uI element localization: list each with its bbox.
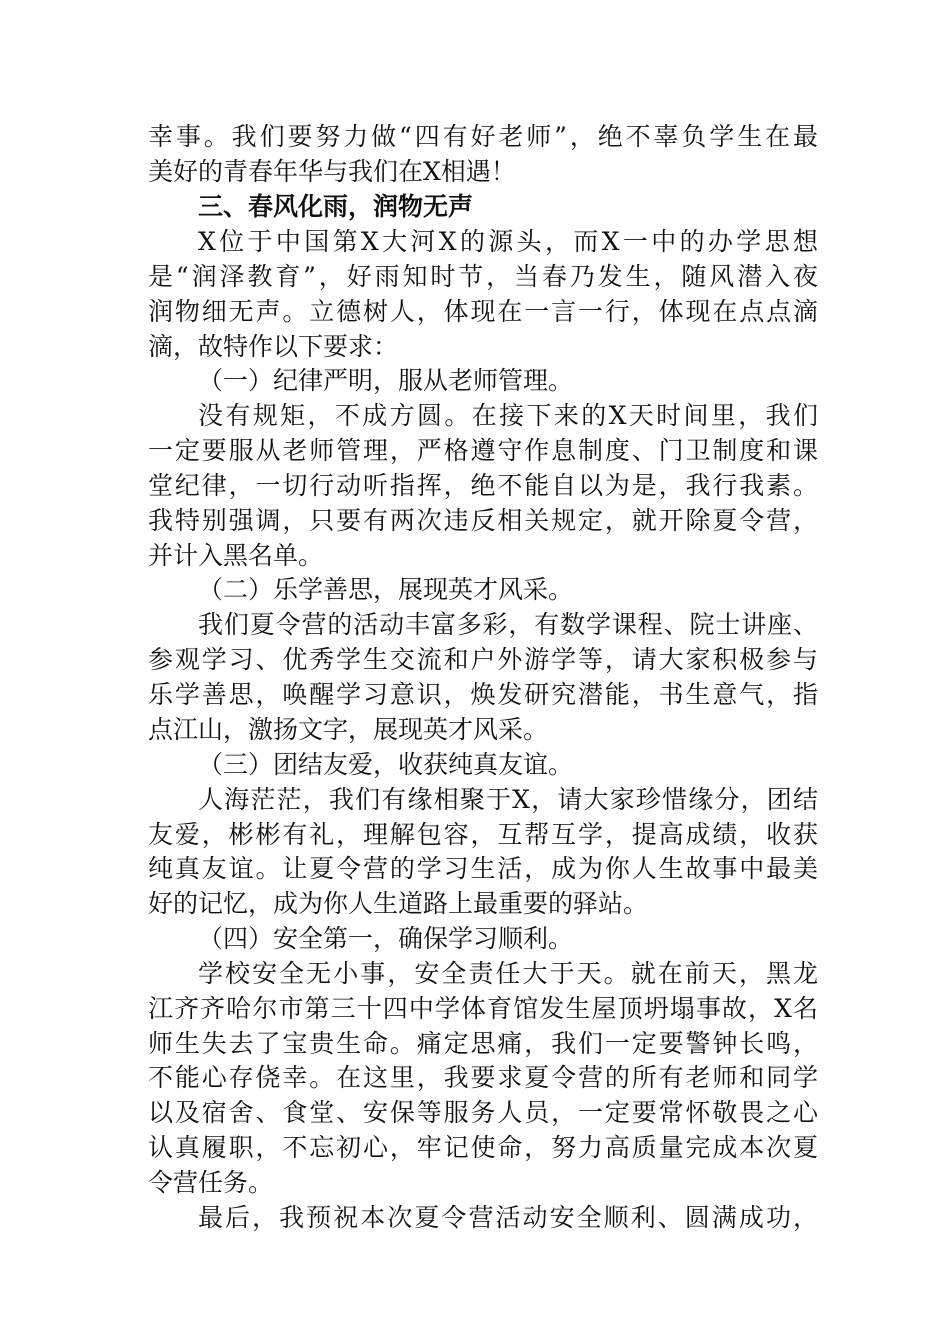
body-line: 江齐齐哈尔市第三十四中学体育馆发生屋顶坍塌事故，X名 xyxy=(148,994,818,1023)
body-line: 参观学习、优秀学生交流和户外游学等，请大家积极参与 xyxy=(148,645,818,674)
body-line: 好的记忆，成为你人生道路上最重要的驿站。 xyxy=(148,889,649,918)
body-line: 纯真友谊。让夏令营的学习生活，成为你人生故事中最美 xyxy=(148,854,818,883)
body-line: 是“润泽教育”，好雨知时节，当春乃发生，随风潜入夜 xyxy=(148,262,818,291)
body-line: 并计入黑名单。 xyxy=(148,541,324,570)
body-line: 美好的青春年华与我们在X相遇！ xyxy=(148,157,516,186)
body-line: 滴，故特作以下要求： xyxy=(148,332,399,361)
body-line: 不能心存侥幸。在这里，我要求夏令营的所有老师和同学 xyxy=(148,1063,818,1092)
body-line: 学校安全无小事，安全责任大于天。就在前天，黑龙 xyxy=(198,959,818,988)
subsection-heading: （二）乐学善思，展现英才风采。 xyxy=(198,575,574,604)
body-line: 令营任务。 xyxy=(148,1168,274,1197)
body-line: 人海茫茫，我们有缘相聚于X，请大家珍惜缘分，团结 xyxy=(198,785,818,814)
body-line: 师生失去了宝贵生命。痛定思痛，我们一定要警钟长鸣， xyxy=(148,1029,818,1058)
body-line: 我们夏令营的活动丰富多彩，有数学课程、院士讲座、 xyxy=(198,610,818,639)
body-line: 友爱，彬彬有礼，理解包容，互帮互学，提高成绩，收获 xyxy=(148,820,818,849)
body-line: 一定要服从老师管理，严格遵守作息制度、门卫制度和课 xyxy=(148,436,818,465)
subsection-heading: （四）安全第一，确保学习顺利。 xyxy=(198,924,574,953)
body-line: 幸事。我们要努力做“四有好老师”，绝不辜负学生在最 xyxy=(148,122,818,151)
body-line: 认真履职，不忘初心，牢记使命，努力高质量完成本次夏 xyxy=(148,1133,818,1162)
body-line: 堂纪律，一切行动听指挥，绝不能自以为是，我行我素。 xyxy=(148,471,818,500)
body-line: 以及宿舍、食堂、安保等服务人员，一定要常怀敬畏之心 xyxy=(148,1098,818,1127)
body-line: 没有规矩，不成方圆。在接下来的X天时间里，我们 xyxy=(198,401,818,430)
body-line: X位于中国第X大河X的源头，而X一中的办学思想 xyxy=(198,227,818,256)
section-heading: 三、春风化雨，润物无声 xyxy=(198,192,474,221)
body-line: 我特别强调，只要有两次违反相关规定，就开除夏令营， xyxy=(148,506,818,535)
body-line: 乐学善思，唤醒学习意识，焕发研究潜能，书生意气，指 xyxy=(148,680,818,709)
body-line: 点江山，激扬文字，展现英才风采。 xyxy=(148,715,549,744)
body-line: 最后，我预祝本次夏令营活动安全顺利、圆满成功， xyxy=(198,1203,818,1232)
subsection-heading: （三）团结友爱，收获纯真友谊。 xyxy=(198,750,574,779)
subsection-heading: （一）纪律严明，服从老师管理。 xyxy=(198,366,574,395)
body-line: 润物细无声。立德树人，体现在一言一行，体现在点点滴 xyxy=(148,297,818,326)
